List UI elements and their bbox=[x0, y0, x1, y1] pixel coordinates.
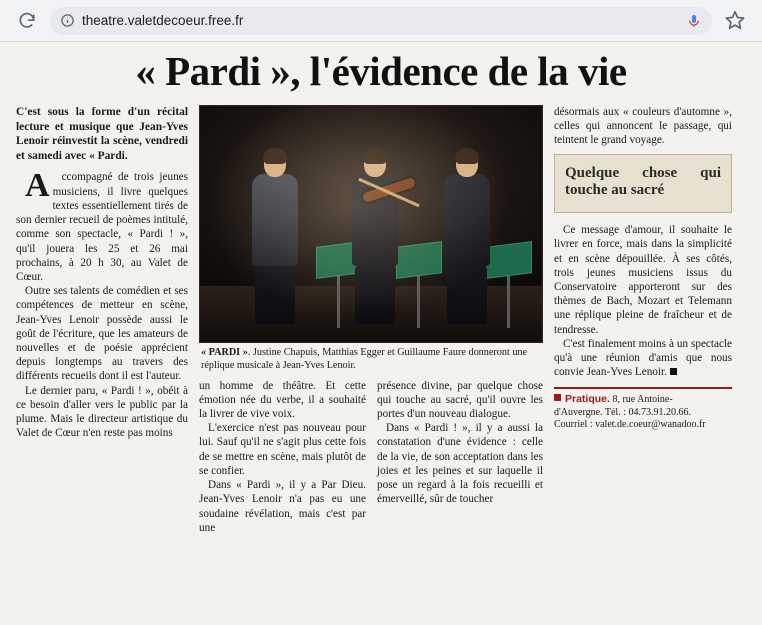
end-mark bbox=[670, 368, 677, 375]
paragraph: Outre ses talents de comédien et ses compétences de metteur en scène, Jean-Yves Lenoir possède aussi le goût de l'écriture, que les amateurs de nouvelles et de poésie apprécient depuis longtemps au travers des différents recueils dont il est l'auteur. bbox=[16, 285, 188, 383]
reload-icon[interactable] bbox=[14, 8, 40, 34]
article-columns bbox=[16, 105, 746, 535]
paragraph: Dans « Pardi ! », il y a aussi la constatation d'une évidence : celle de la vie, de son acceptation dans les joies et les peines et sur laquelle il pose un regard à la fois recueilli et émerveillé, sûr de toucher bbox=[377, 422, 543, 506]
paragraph: L'exercice n'est pas nouveau pour lui. Sauf qu'il ne s'agit plus cette fois de se mettre en scène, mais plutôt de se confier. bbox=[199, 422, 366, 477]
article-column-2 bbox=[199, 379, 366, 535]
paragraph: Dans « Pardi », il y a Par Dieu. Jean-Yves Lenoir n'a pas eu une soudaine révélation, mais c'est par une bbox=[199, 479, 366, 534]
photo-caption bbox=[199, 343, 543, 379]
pull-quote-box bbox=[554, 154, 732, 213]
address-bar[interactable] bbox=[50, 7, 712, 35]
paragraph: désormais aux « couleurs d'automne », celles qui annoncent le passage, qui teintent le grand voyage. bbox=[554, 106, 732, 147]
newspaper-article-page bbox=[0, 42, 762, 625]
paragraph: Le dernier paru, « Pardi ! », obéit à ce besoin d'aller vers le public par la plume. Mais le directeur artistique du Valet de Cœur n'en reste pas moins bbox=[16, 384, 188, 440]
article-column-4 bbox=[554, 105, 732, 432]
paragraph-text: C'est finalement moins à un spectacle qu'à une réunion d'amis que nous convie Jean-Yves Lenoir. bbox=[554, 337, 732, 379]
musician-figure bbox=[352, 151, 398, 324]
browser-toolbar bbox=[0, 0, 762, 42]
site-info-icon[interactable] bbox=[60, 13, 75, 28]
paragraph: présence divine, par quelque chose qui touche au sacré, qu'il ouvre les portes d'un nouveau dialogue. bbox=[377, 379, 543, 420]
microphone-icon[interactable] bbox=[686, 13, 702, 29]
musician-figure bbox=[252, 151, 298, 324]
performance-photo bbox=[199, 105, 543, 343]
standfirst: C'est sous la forme d'un récital lecture et musique que Jean-Yves Lenoir réinvestit la scène, vendredi et samedi avec « Pardi. bbox=[16, 106, 188, 162]
paragraph bbox=[16, 167, 188, 284]
article-column-3 bbox=[377, 379, 543, 535]
pull-quote-text: Quelque chose qui touche au sacré bbox=[565, 164, 721, 199]
url-text: theatre.valetdecoeur.free.fr bbox=[82, 13, 244, 28]
article-center-block bbox=[199, 105, 543, 535]
paragraph: Ce message d'amour, il souhaite le livrer en force, mais dans la simplicité et en scène dépouillée. À ses côtés, trois jeunes musiciens issus du Conservatoire apporteront sur des thèmes de Bach, Mozart et Telemann une réplique pleine de fraîcheur et de tendresse. bbox=[554, 224, 732, 336]
practical-label: Pratique. bbox=[565, 393, 610, 406]
article-column-1 bbox=[16, 105, 188, 441]
practical-line: Courriel : valet.de.coeur@wanadoo.fr bbox=[554, 419, 706, 431]
page-title: « Pardi », l'évidence de la vie bbox=[135, 48, 627, 94]
center-text-columns bbox=[199, 379, 543, 535]
photo-caption-text: . Justine Chapuis, Matthias Egger et Guillaume Faure donneront une réplique musicale à Jean-Yves Lenoir. bbox=[201, 347, 528, 371]
paragraph-text: ccompagné de trois jeunes musiciens, il livre quelques textes essentiellement tirés de son dernier recueil de poèmes intitulé, comme son spectacle, « Pardi ! », qu'il jouera les 25 et 26 mai prochains, à 20 h 30, au Valet de Cœur. bbox=[16, 171, 188, 283]
practical-info-box bbox=[554, 387, 732, 431]
practical-line: d'Auvergne. Tél. : 04.73.91.20.66. bbox=[554, 406, 691, 418]
practical-address-part1: 8, rue Antoine- bbox=[609, 394, 673, 406]
paragraph: un homme de théâtre. Et cette émotion née du verbe, il a souhaité la livrer de vive voix. bbox=[199, 379, 366, 420]
photo-caption-lead: « PARDI » bbox=[201, 347, 248, 359]
paragraph bbox=[554, 337, 732, 380]
bookmark-star-icon[interactable] bbox=[724, 9, 748, 33]
musician-figure bbox=[444, 151, 490, 324]
drop-cap: A bbox=[25, 167, 50, 205]
square-bullet-icon bbox=[554, 394, 561, 401]
article-photo-block bbox=[199, 105, 543, 379]
music-stand bbox=[396, 244, 440, 328]
music-stand bbox=[486, 244, 530, 328]
practical-line bbox=[554, 393, 732, 406]
